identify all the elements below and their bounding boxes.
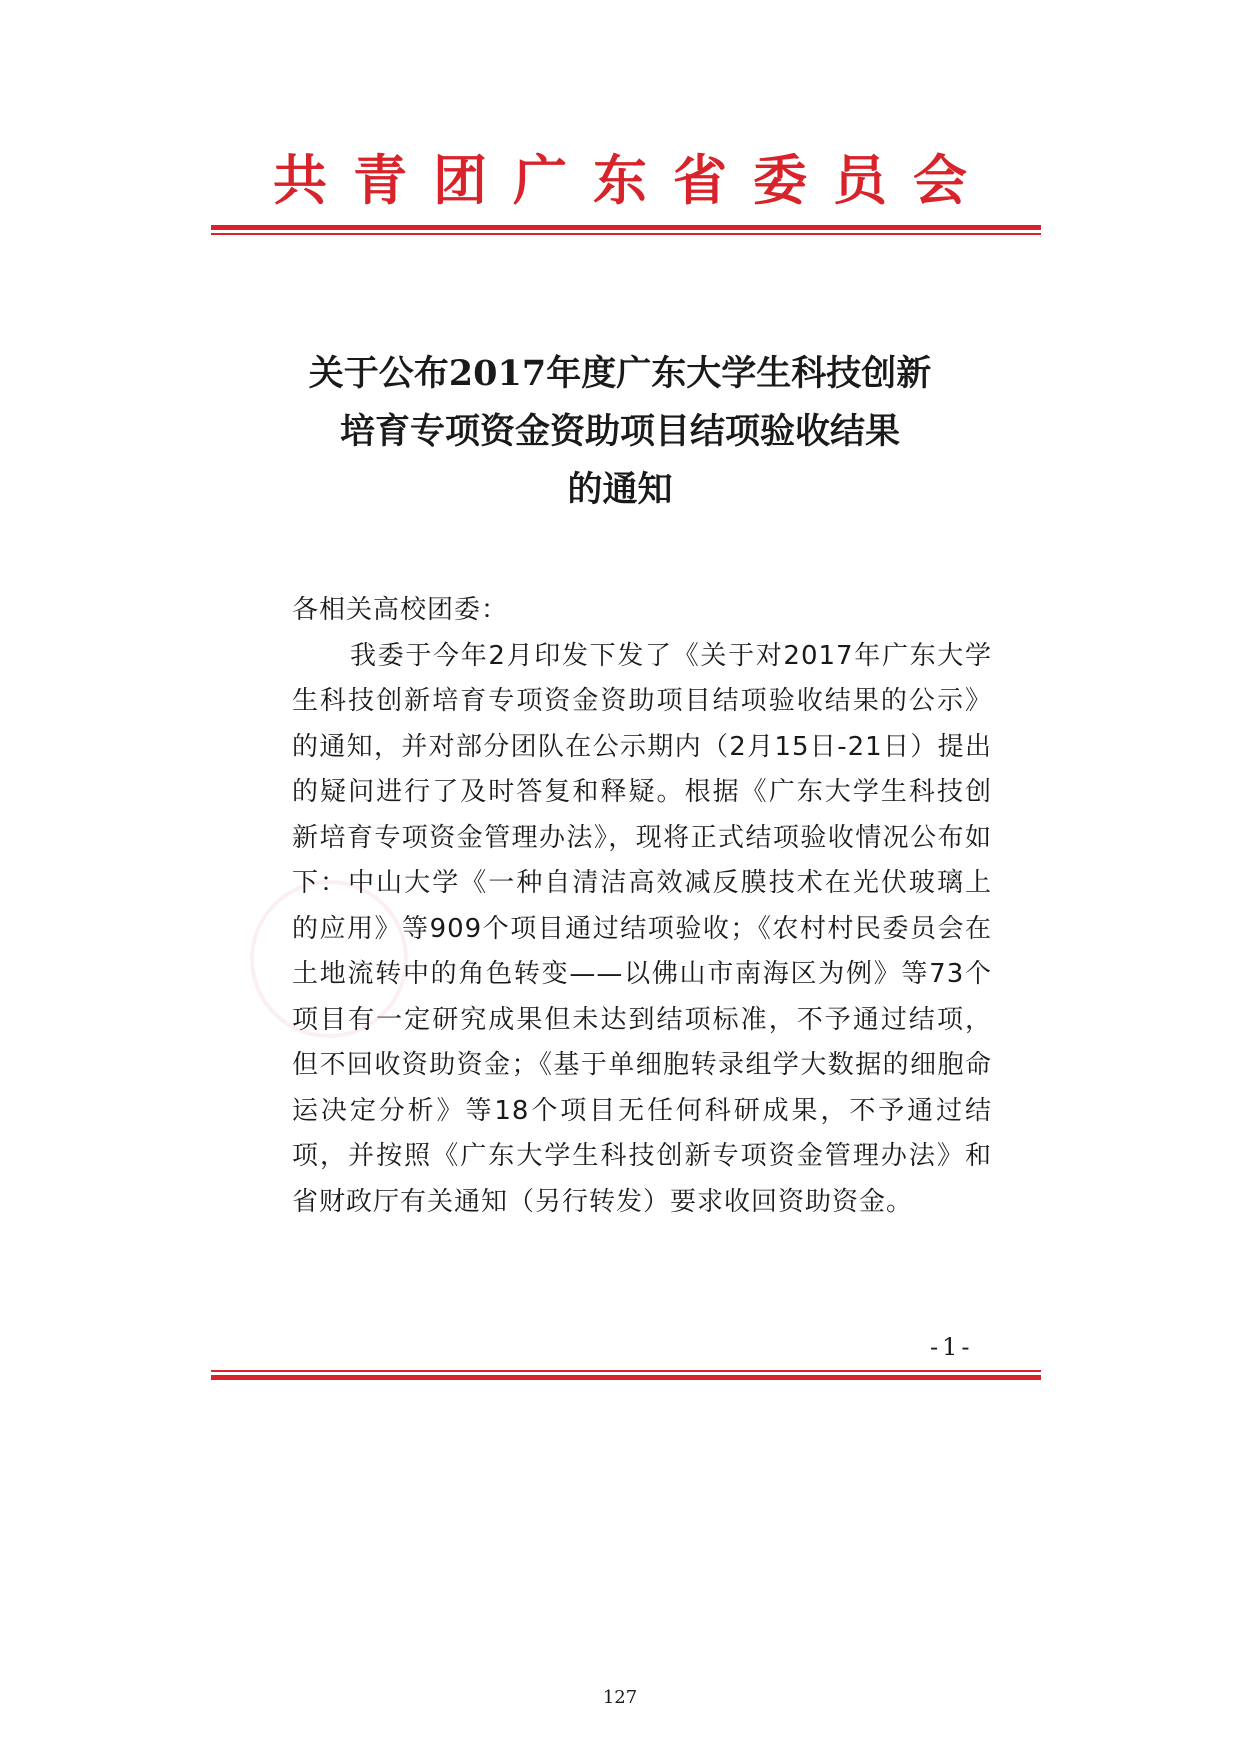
body-paragraph: 我委于今年2月印发下发了《关于对2017年广东大学生科技创新培育专项资金资助项目结项验收结果的公示》的通知，并对部分团队在公示期内（2月15日-21日）提出的疑问进行了及时答复和释疑。根据《广东大学生科技创新培育专项资金管理办法》，现将正式结项验收情况公布如下：中山大学《一种自清洁高效减反膜技术在光伏玻璃上的应用》等909个项目通过结项验收；《农村村民委员会在土地流转中的角色转变——以佛山市南海区为例》等73个项目有一定研究成果但未达到结项标准，不予通过结项，但不回收资助资金；《基于单细胞转录组学大数据的细胞命运决定分析》等18个项目无任何科研成果，不予通过结项，并按照《广东大学生科技创新专项资金管理办法》和省财政厅有关通知（另行转发）要求收回资助资金。 xyxy=(292,640,992,1217)
red-rule-thick xyxy=(211,1375,1041,1380)
document-body xyxy=(292,588,992,1225)
document-title-line-2: 培育专项资金资助项目结项验收结果 xyxy=(339,411,900,452)
letterhead xyxy=(0,138,1240,215)
document-title xyxy=(0,345,1240,519)
red-rule-thin xyxy=(211,1370,1041,1372)
letterhead-red-rule xyxy=(211,225,1041,235)
red-rule-thin xyxy=(211,233,1041,235)
red-rule-thick xyxy=(211,225,1041,230)
page-mark: -1- xyxy=(930,1333,974,1361)
footer-red-rule xyxy=(211,1370,1041,1380)
document-title-line-1: 关于公布2017年度广东大学生科技创新 xyxy=(308,353,932,394)
salutation: 各相关高校团委： xyxy=(292,595,509,625)
letterhead-org-name: 共青团广东省委员会 xyxy=(273,148,993,212)
page-number: 127 xyxy=(602,1687,638,1708)
document-title-line-3: 的通知 xyxy=(567,469,673,510)
